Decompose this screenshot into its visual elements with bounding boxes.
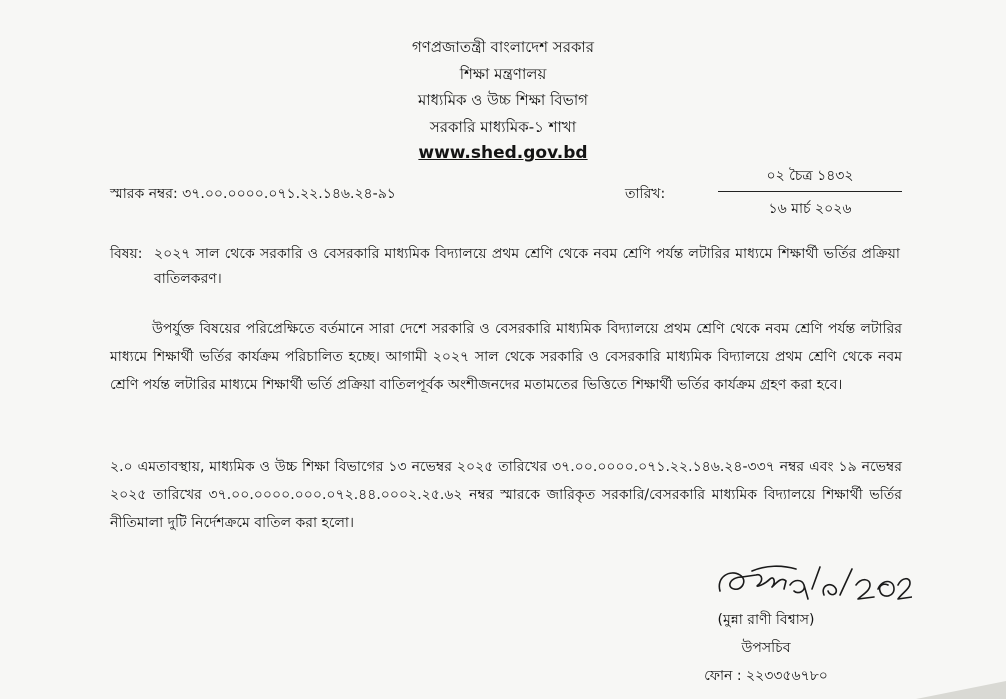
- subject-label: বিষয়:: [110, 246, 143, 262]
- date-label: তারিখ:: [625, 186, 666, 202]
- scan-edge-artifact: [916, 681, 1006, 699]
- signatory-phone: ফোন : ২২৩৩৫৬৭৮০: [704, 668, 828, 684]
- branch-name: সরকারি মাধ্যমিক-১ শাখা: [429, 117, 577, 136]
- gregorian-date: ১৬ মার্চ ২০২৬: [768, 201, 852, 217]
- date-block: [718, 165, 902, 220]
- handwritten-signature: [712, 555, 912, 613]
- bangla-date: ০২ চৈত্র ১৪৩২: [766, 168, 854, 184]
- signatory-name: (মুন্না রাণী বিশ্বাস): [717, 612, 815, 628]
- subject-block: [110, 242, 900, 292]
- body-paragraph-1: উপর্যুক্ত বিষয়ের পরিপ্রেক্ষিতে বর্তমানে সারা দেশে সরকারি ও বেসরকারি মাধ্যমিক বিদ্যালয়ে প্রথম শ্রেণি থেকে নবম শ্রেণি পর্যন্ত লটারির মাধ্যমে শিক্ষার্থী ভর্তির কার্যক্রম পরিচালিত হচ্ছে। আগামী ২০২৭ সাল থেকে সরকারি ও বেসরকারি মাধ্যমিক বিদ্যালয়ে প্রথম শ্রেণি থেকে নবম শ্রেণি পর্যন্ত লটারির মাধ্যমে শিক্ষার্থী ভর্তি প্রক্রিয়া বাতিলপূর্বক অংশীজনদের মতামতের ভিত্তিতে শিক্ষার্থী ভর্তির কার্যক্রম গ্রহণ করা হবে।: [110, 321, 902, 393]
- ministry-name: শিক্ষা মন্ত্রণালয়: [459, 64, 547, 83]
- website-link[interactable]: www.shed.gov.bd: [418, 143, 588, 163]
- body-paragraph-2: ২.০ এমতাবস্থায়, মাধ্যমিক ও উচ্চ শিক্ষা বিভাগের ১৩ নভেম্বর ২০২৫ তারিখের ৩৭.০০.০০০০.০৭১.২২.১৪৬.২৪-৩৩৭ নম্বর এবং ১৯ নভেম্বর ২০২৫ তারিখের ৩৭.০০.০০০০.০০০.০৭২.৪৪.০০০২.২৫.৬২ নম্বর স্মারকে জারিকৃত সরকারি/বেসরকারি মাধ্যমিক বিদ্যালয়ে শিক্ষার্থী ভর্তির নীতিমালা দুটি নির্দেশক্রমে বাতিল করা হলো।: [110, 459, 902, 531]
- division-name: মাধ্যমিক ও উচ্চ শিক্ষা বিভাগ: [417, 91, 589, 109]
- date-divider: [718, 191, 902, 192]
- subject-text: ২০২৭ সাল থেকে সরকারি ও বেসরকারি মাধ্যমিক বিদ্যালয়ে প্রথম শ্রেণি থেকে নবম শ্রেণি পর্যন্ত লটারির মাধ্যমে শিক্ষার্থী ভর্তির প্রক্রিয়া বাতিলকরণ।: [154, 246, 900, 287]
- letterhead: [0, 34, 1006, 167]
- signatory-block: [666, 606, 866, 690]
- signatory-designation: উপসচিব: [741, 640, 791, 656]
- government-name: গণপ্রজাতন্ত্রী বাংলাদেশ সরকার: [411, 38, 595, 56]
- memo-number: স্মারক নম্বর: ৩৭.০০.০০০০.০৭১.২২.১৪৬.২৪-৯১: [110, 186, 396, 202]
